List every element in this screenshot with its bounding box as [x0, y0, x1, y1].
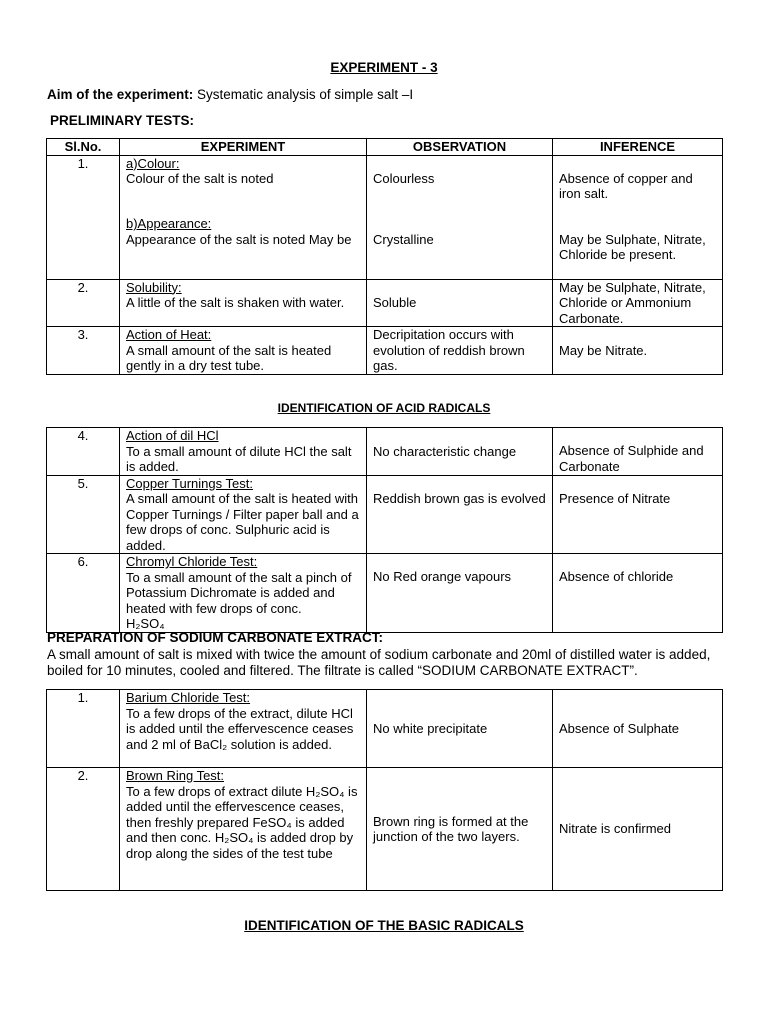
inference-cell: May be Nitrate.	[553, 327, 723, 375]
table-row	[47, 690, 723, 768]
extract-table	[46, 689, 723, 891]
test-text: Colour of the salt is noted	[126, 171, 274, 186]
row-number: 4.	[47, 428, 120, 476]
experiment-cell	[120, 155, 367, 279]
preparation-heading: PREPARATION OF SODIUM CARBONATE EXTRACT:	[47, 630, 383, 645]
row-number: 6.	[47, 554, 120, 633]
experiment-cell	[120, 768, 367, 891]
observation-cell: Soluble	[367, 279, 553, 327]
inference-text: Absence of copper and iron salt.	[559, 170, 693, 201]
table-row	[47, 768, 723, 891]
observation-text: Reddish brown gas is evolved	[373, 490, 546, 506]
test-text: To a few drops of the extract, dilute HCl is added until the effervescence ceases and 2 ml of BaCl₂ solution is added.	[126, 705, 354, 752]
observation-cell	[367, 155, 553, 279]
experiment-cell	[120, 554, 367, 633]
test-text: A small amount of the salt is heated with Copper Turnings / Filter paper ball and a few drops of conc. Sulphuric acid is added.	[126, 491, 359, 553]
table-row	[47, 155, 723, 279]
experiment-title: EXPERIMENT - 3	[330, 60, 438, 75]
table-row	[47, 327, 723, 375]
aim-text: Systematic analysis of simple salt –I	[193, 87, 414, 102]
header-observation: OBSERVATION	[367, 139, 553, 156]
inference-text: Presence of Nitrate	[559, 490, 671, 506]
inference-text: May be Sulphate, Nitrate, Chloride be present.	[559, 231, 706, 262]
test-title: Chromyl Chloride Test:	[126, 554, 258, 569]
preparation-text: A small amount of salt is mixed with twice the amount of sodium carbonate and 20ml of distilled water is added, boiled for 10 minutes, cooled and filtered. The filtrate is called “SODIUM CARBONATE EXTRACT”.	[47, 647, 711, 678]
acid-radicals-heading: IDENTIFICATION OF ACID RADICALS	[277, 401, 491, 415]
row-number: 3.	[47, 327, 120, 375]
acid-radicals-table	[46, 427, 723, 633]
inference-cell	[553, 155, 723, 279]
row-number: 1.	[47, 690, 120, 768]
header-sl: Sl.No.	[47, 139, 120, 156]
observation-cell: Brown ring is formed at the junction of the two layers.	[367, 768, 553, 891]
preliminary-heading: PRELIMINARY TESTS:	[50, 113, 195, 128]
basic-radicals-heading: IDENTIFICATION OF THE BASIC RADICALS	[244, 918, 524, 933]
experiment-cell	[120, 327, 367, 375]
test-title: Solubility:	[126, 279, 182, 295]
test-title: Barium Chloride Test:	[126, 690, 251, 705]
test-title: Copper Turnings Test:	[126, 475, 253, 491]
experiment-cell	[120, 690, 367, 768]
inference-cell	[553, 554, 723, 633]
inference-cell	[553, 475, 723, 554]
row-number: 5.	[47, 475, 120, 554]
formula-text: H₂SO₄	[126, 616, 165, 631]
preliminary-table	[46, 138, 723, 375]
observation-cell: No white precipitate	[367, 690, 553, 768]
header-experiment: EXPERIMENT	[120, 139, 367, 156]
inference-cell: May be Sulphate, Nitrate, Chloride or Ammonium Carbonate.	[553, 279, 723, 327]
aim-label: Aim of the experiment:	[47, 87, 194, 102]
test-text: To a small amount of the salt a pinch of Potassium Dichromate is added and heated with few drops of conc.	[126, 569, 352, 616]
test-title: a)Colour:	[126, 155, 180, 171]
test-title: Action of Heat:	[126, 327, 212, 342]
observation-text: Colourless	[373, 170, 435, 186]
inference-text: Absence of Sulphide and Carbonate	[559, 443, 704, 474]
table-row	[47, 428, 723, 476]
observation-text: Crystalline	[373, 231, 434, 247]
test-text: To a few drops of extract dilute H₂SO₄ is added until the effervescence ceases, then freshly prepared FeSO₄ is added and then conc. H₂SO₄ is added drop by drop along the sides of the test tube	[126, 783, 358, 861]
table-header-row	[47, 139, 723, 156]
row-number: 2.	[47, 768, 120, 891]
inference-cell	[553, 428, 723, 476]
test-text: A small amount of the salt is heated gently in a dry test tube.	[126, 342, 332, 373]
observation-cell	[367, 475, 553, 554]
inference-text: Absence of chloride	[559, 569, 674, 584]
table-row	[47, 554, 723, 633]
inference-cell: Absence of Sulphate	[553, 690, 723, 768]
test-title: Action of dil HCl	[126, 428, 219, 443]
observation-text: No Red orange vapours	[373, 569, 512, 584]
test-title: b)Appearance:	[126, 216, 212, 231]
test-text: Appearance of the salt is noted May be	[126, 231, 352, 247]
observation-cell: No characteristic change	[367, 428, 553, 476]
table-row	[47, 475, 723, 554]
experiment-cell	[120, 428, 367, 476]
experiment-cell	[120, 475, 367, 554]
observation-cell	[367, 554, 553, 633]
row-number: 2.	[47, 279, 120, 327]
row-number: 1.	[47, 155, 120, 279]
table-row	[47, 279, 723, 327]
inference-cell: Nitrate is confirmed	[553, 768, 723, 891]
header-inference: INFERENCE	[553, 139, 723, 156]
experiment-cell	[120, 279, 367, 327]
test-title: Brown Ring Test:	[126, 768, 225, 783]
test-text: A little of the salt is shaken with water.	[126, 295, 345, 310]
aim-line	[47, 87, 413, 103]
observation-cell: Decripitation occurs with evolution of reddish brown gas.	[367, 327, 553, 375]
test-text: To a small amount of dilute HCl the salt is added.	[126, 443, 352, 474]
